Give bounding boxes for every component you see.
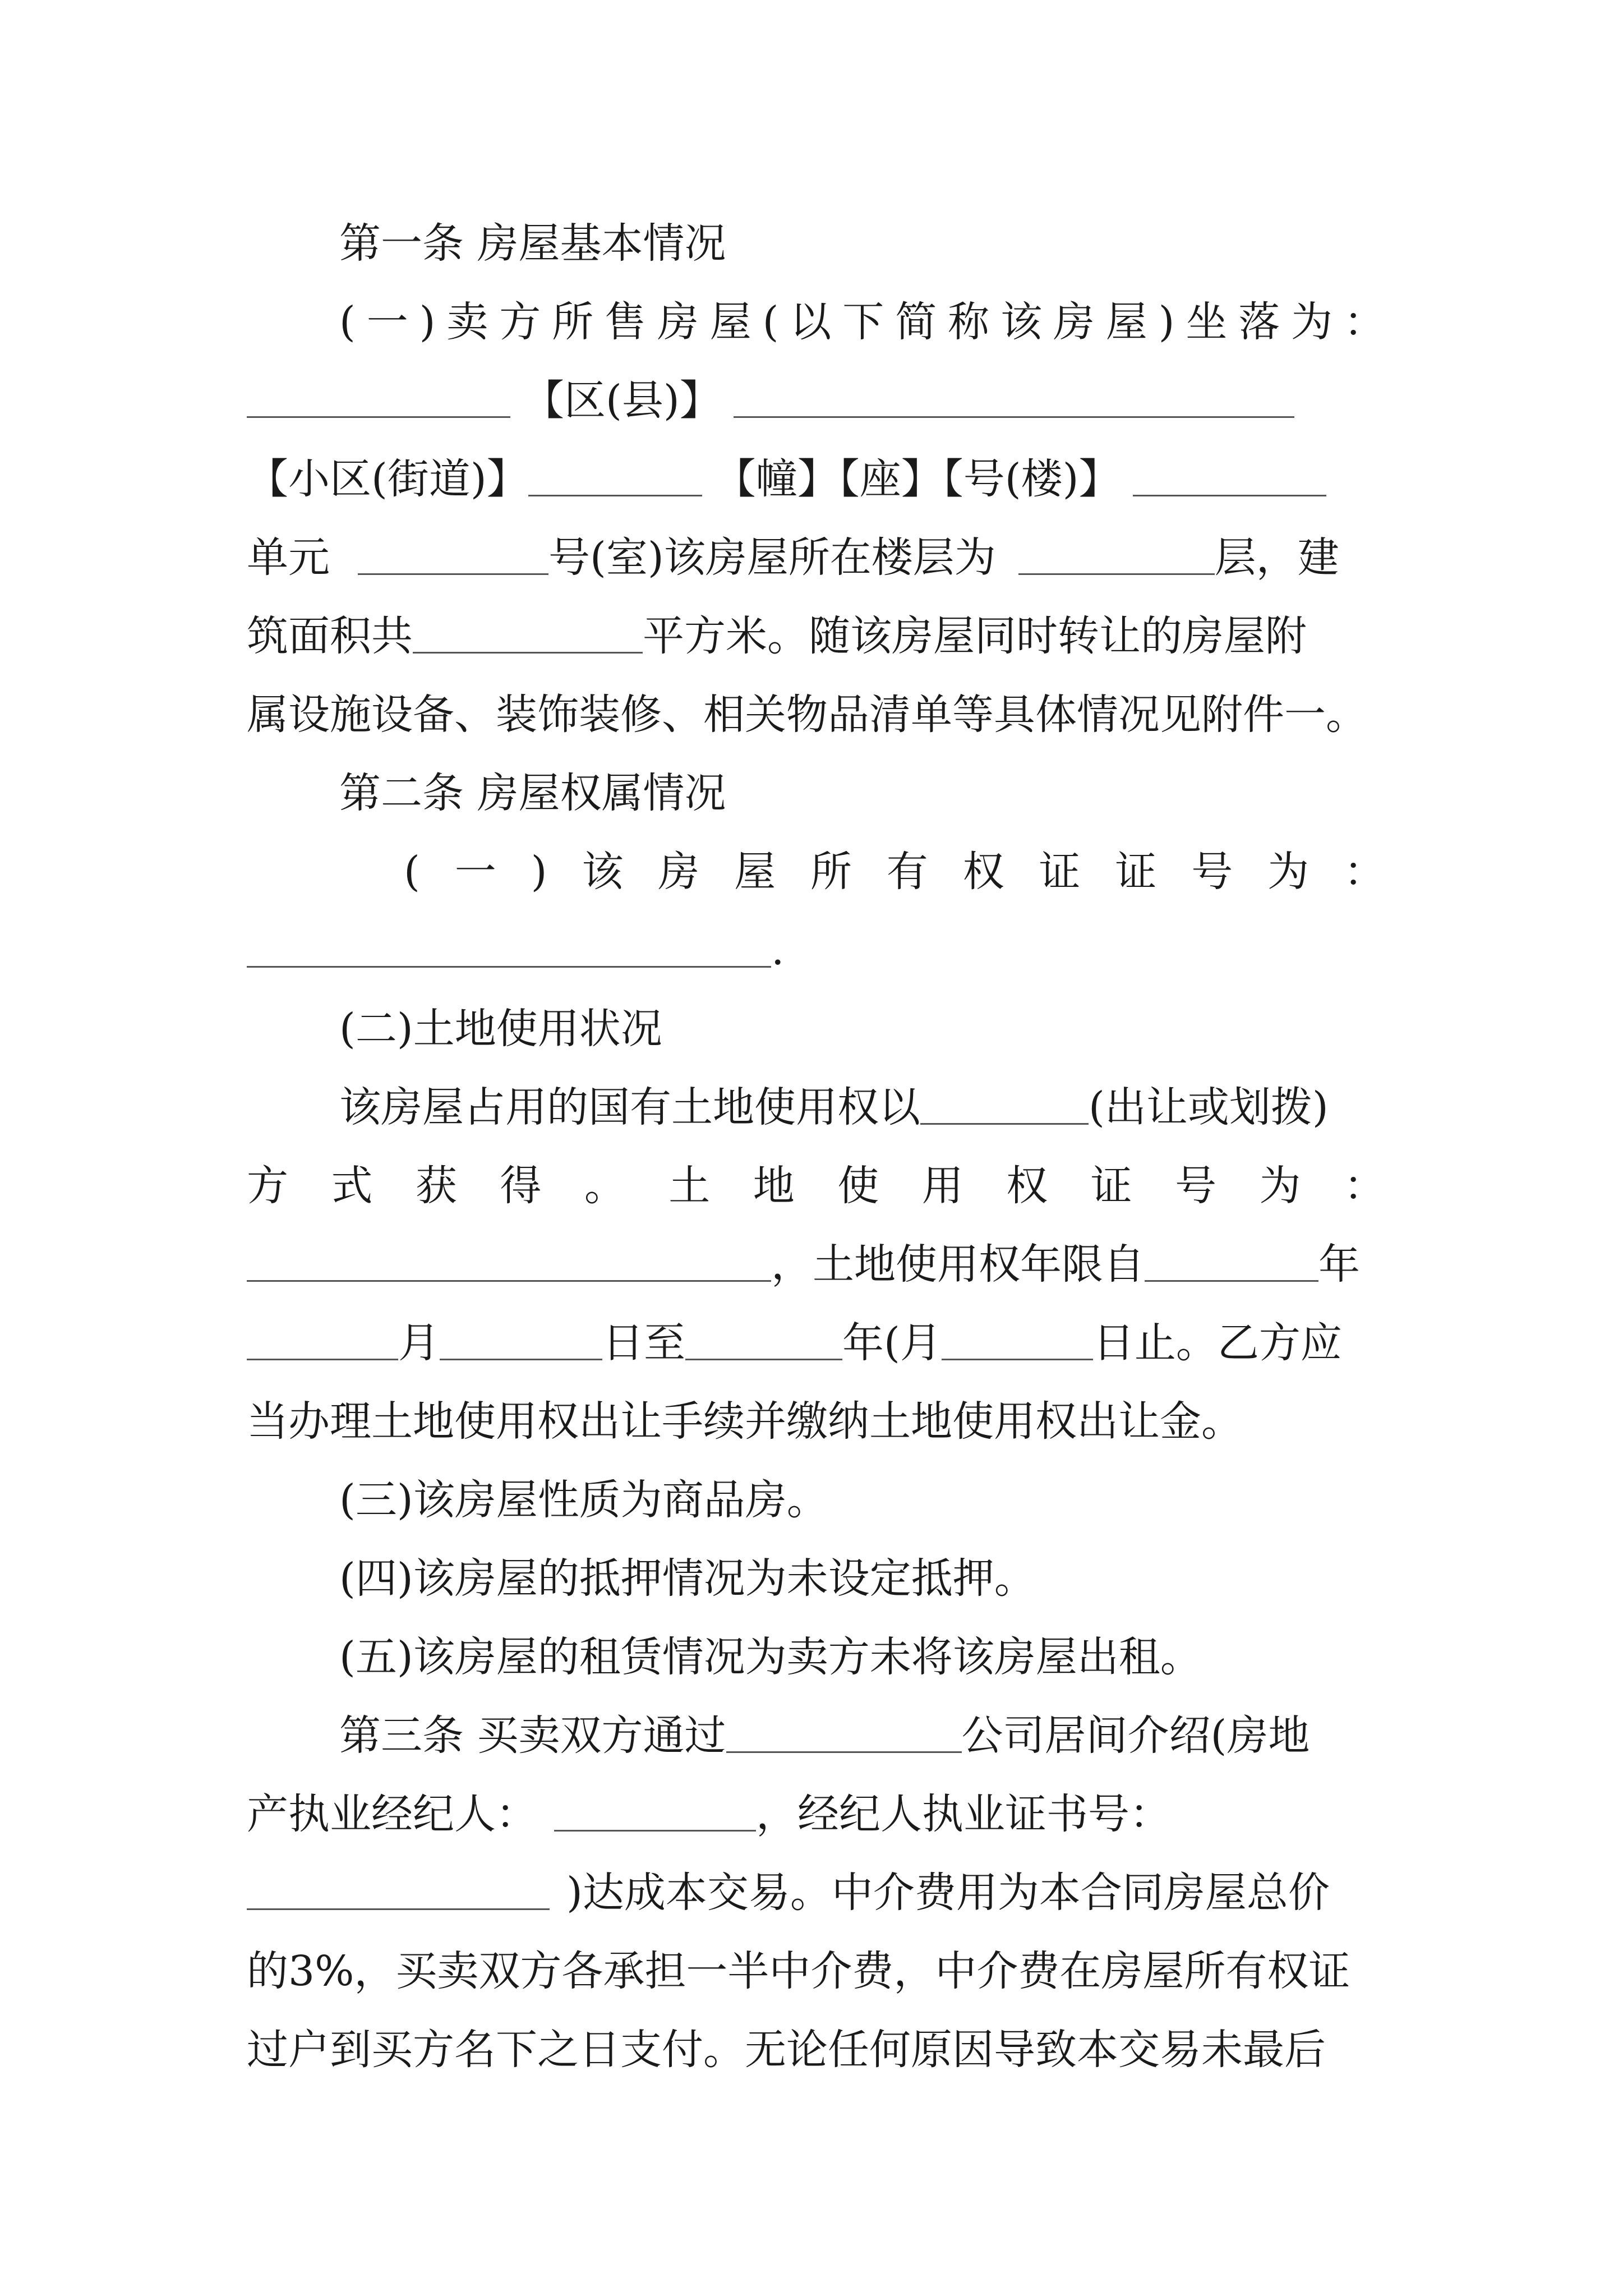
land-fee-line: 当办理土地使用权出让手续并缴纳土地使用权出让金。 bbox=[247, 1397, 1243, 1446]
term-start-month-blank[interactable] bbox=[247, 1359, 398, 1360]
clause-2-5: (五)该房屋的租赁情况为卖方未将该房屋出租。 bbox=[339, 1633, 1202, 1681]
certificate-number-blank[interactable] bbox=[247, 966, 771, 968]
land-cert-line: 方式获得。土地使用权证号为： bbox=[247, 1162, 1385, 1210]
article-3-line: 第三条 买卖双方通过 公司居间介绍(房地 bbox=[339, 1711, 1310, 1760]
agent-line: 产执业经纪人： ，经纪人执业证书号： bbox=[247, 1790, 1171, 1838]
clause-1-1: (一)卖方所售房屋(以下简称该房屋)坐落为： bbox=[339, 298, 1385, 346]
article-1-heading: 第一条 房屋基本情况 bbox=[339, 219, 726, 268]
certificate-line: . bbox=[247, 917, 1385, 984]
community-label: 【小区(街道)】 bbox=[247, 455, 528, 503]
district-blank[interactable] bbox=[247, 416, 510, 418]
clause-2-3: (三)该房屋性质为商品房。 bbox=[339, 1476, 828, 1524]
building-blank[interactable] bbox=[528, 495, 702, 496]
community-blank[interactable] bbox=[734, 416, 1294, 418]
attachment-note: 属设施设备、装饰装修、相关物品清单等具体情况见附件一。 bbox=[247, 691, 1367, 739]
clause-2-1: (一)该房屋所有权证证号为： bbox=[404, 848, 1385, 896]
building-label: 【幢】【座】【号(楼)】 bbox=[714, 455, 1121, 503]
land-term-line: ，土地使用权年限自 年 bbox=[247, 1231, 1385, 1298]
building-line bbox=[247, 445, 1385, 513]
room-blank[interactable] bbox=[358, 573, 548, 575]
term-end-day-blank[interactable] bbox=[942, 1359, 1093, 1360]
article-2-heading: 第二条 房屋权属情况 bbox=[339, 769, 726, 817]
unit-blank[interactable] bbox=[1133, 495, 1326, 496]
location-line bbox=[247, 367, 1385, 434]
term-end-year-blank[interactable] bbox=[685, 1359, 842, 1360]
acquisition-method-blank[interactable] bbox=[920, 1123, 1089, 1125]
area-line: 筑面积共 平方米。随该房屋同时转让的房屋附 bbox=[247, 612, 1307, 660]
agent-license-blank[interactable] bbox=[247, 1908, 550, 1910]
clause-2-2: (二)土地使用状况 bbox=[339, 1005, 662, 1053]
land-term-date-line: 月 日至 年(月 日止。乙方应 bbox=[247, 1309, 1385, 1377]
term-start-day-blank[interactable] bbox=[440, 1359, 602, 1360]
district-label: 【区(县)】 bbox=[523, 376, 721, 425]
unit-line: 单元 号(室)该房屋所在楼层为 层，建 bbox=[247, 533, 1339, 582]
area-blank[interactable] bbox=[413, 652, 643, 654]
floor-blank[interactable] bbox=[1018, 573, 1215, 575]
fee-split-line: 的3%，买卖双方各承担一半中介费，中介费在房屋所有权证 bbox=[247, 1947, 1350, 1995]
land-acquisition-line: 该房屋占用的国有土地使用权以 (出让或划拨) bbox=[339, 1083, 1329, 1131]
agency-fee-line: )达成本交易。中介费用为本合同房屋总价 bbox=[247, 1859, 1385, 1926]
clause-2-4: (四)该房屋的抵押情况为未设定抵押。 bbox=[339, 1554, 1036, 1603]
term-start-year-blank[interactable] bbox=[1145, 1280, 1318, 1282]
agency-company-blank[interactable] bbox=[726, 1751, 962, 1753]
land-cert-blank[interactable] bbox=[247, 1280, 771, 1282]
payment-line: 过户到买方名下之日支付。无论任何原因导致本交易未最后 bbox=[247, 2026, 1326, 2074]
agent-name-blank[interactable] bbox=[554, 1830, 756, 1832]
